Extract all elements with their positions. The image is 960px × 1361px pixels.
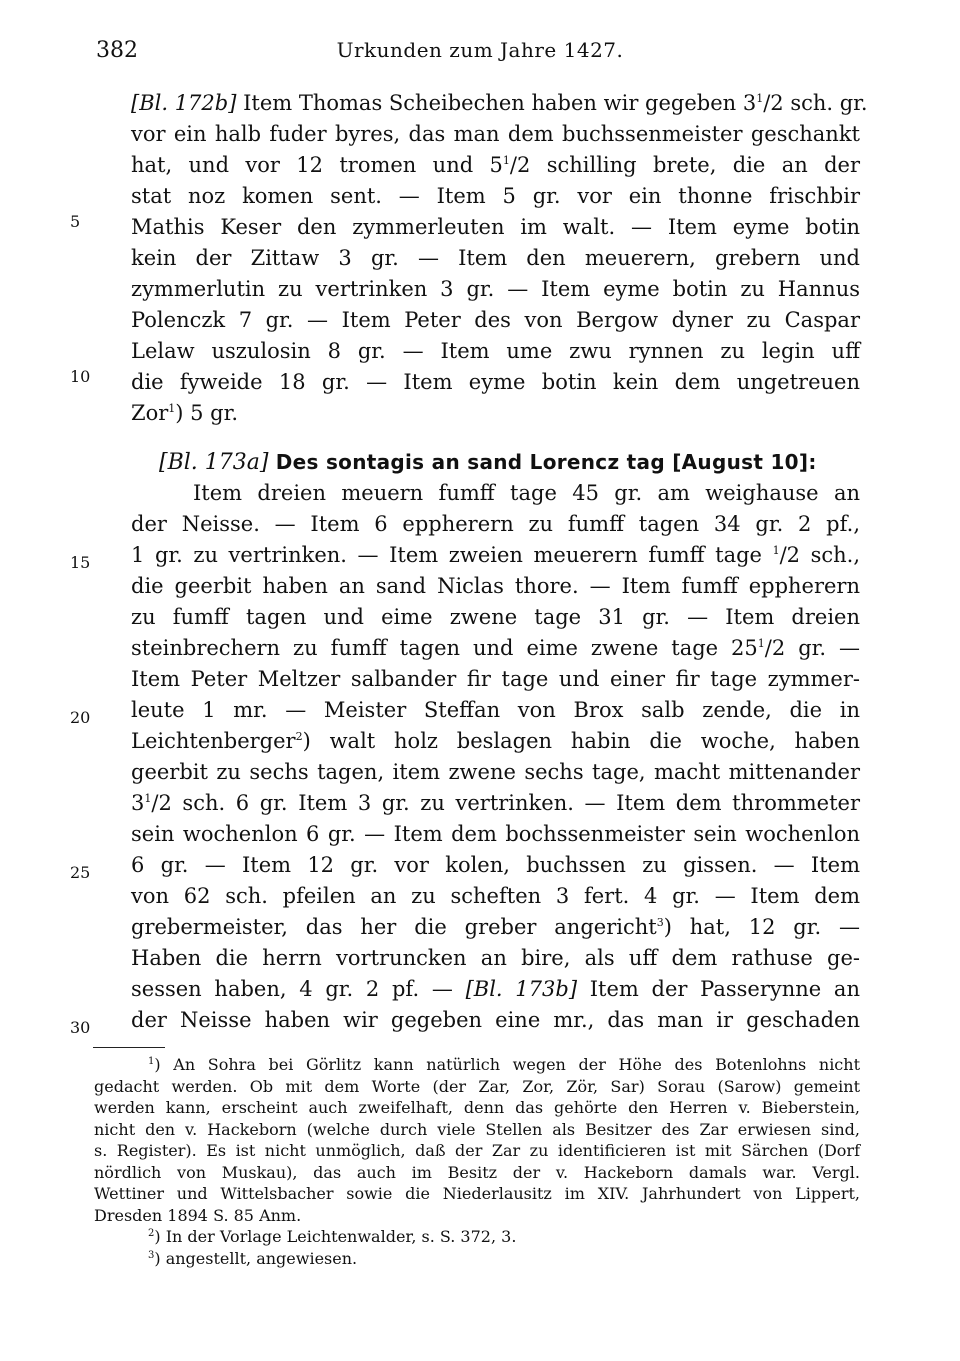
text-line: hat, und vor 12 tromen und $5^1/2$ schilling brete, die an der — [131, 153, 861, 177]
line-number: 5 — [70, 212, 81, 231]
footnote-line: $^2$) In der Vorlage Leichtenwalder, s. S. 372, 3. — [148, 1227, 517, 1246]
text-line: Lelaw uszulosin 8 gr. — Item ume zwu rynnen zu legin uff — [131, 339, 860, 363]
footnote-line: $^3$) angestellt, angewiesen. — [148, 1248, 358, 1268]
footnote-line: Dresden 1894 S. 85 Anm. — [94, 1205, 302, 1225]
text-line: die fyweide 18 gr. — Item eyme botin kein dem ungetreuen — [131, 370, 860, 394]
text-line: Item dreien meuern fumff tage 45 gr. am weighause an — [193, 481, 860, 505]
text-line: steinbrechern zu fumff tagen und eime zwene tage $25^1/2$ gr. — — [131, 636, 861, 660]
text-line: leute 1 mr. — Meister Steffan von Brox salb zende, die in — [131, 698, 860, 722]
footnote-line: s. Register). Es ist nicht unmöglich, daß der Zar zu identificieren ist mit Särchen (Dorf — [94, 1141, 860, 1160]
text-line: 6 gr. — Item 12 gr. vor kolen, buchssen zu gissen. — Item — [131, 853, 860, 877]
footnote-marker: 2 — [295, 730, 303, 743]
text-line: zymmerlutin zu vertrinken 3 gr. — Item eyme botin zu Hannus — [131, 277, 860, 301]
text-line: 1 gr. zu vertrinken. — Item zweien meuerern fumff tage $^1$/2 sch., — [131, 543, 860, 567]
text-line: Leichtenberger$^2$) walt holz beslagen habin die woche, haben — [131, 729, 860, 753]
running-title: Urkunden zum Jahre 1427. — [336, 38, 624, 62]
line-number: 30 — [70, 1018, 91, 1037]
text-line: grebermeister, das her die greber angericht$^3$) hat, 12 gr. — — [131, 915, 860, 939]
text-line: der Neisse. — Item 6 eppherern zu fumff tagen 34 gr. 2 pf., — [131, 512, 860, 536]
line-number: 15 — [70, 553, 91, 572]
text-line: geerbit zu sechs tagen, item zwene sechs tage, macht mittenander — [131, 760, 860, 784]
text-line: Polenczk 7 gr. — Item Peter des von Bergow dyner zu Caspar — [131, 308, 860, 332]
page-number: 382 — [96, 38, 138, 63]
text-line: Item Peter Meltzer salbander fir tage und einer fir tage zymmer- — [131, 667, 860, 691]
text-line: kein der Zittaw 3 gr. — Item den meuerern, grebern und — [131, 246, 860, 270]
footnote-line: nördlich von Muskau), das auch im Besitz der v. Hackeborn damals war. Vergl. — [94, 1162, 860, 1182]
line-number: 10 — [70, 367, 91, 386]
text-line: Haben die herrn vortruncken an bire, als uff dem rathuse ge- — [131, 946, 860, 970]
text-line: $3^1/2$ sch. 6 gr. Item 3 gr. zu vertrinken. — Item dem thrommeter — [131, 791, 860, 815]
text-line: zu fumff tagen und eime zwene tage 31 gr. — Item dreien — [131, 605, 860, 629]
text-line: Mathis Keser den zymmerleuten im walt. — Item eyme botin — [131, 215, 860, 239]
folio-reference: [Bl. 173b] — [465, 977, 578, 1001]
text-line: sessen haben, 4 gr. 2 pf. — [Bl. 173b] Item der Passerynne an — [131, 977, 860, 1001]
footnote-rule — [93, 1047, 165, 1048]
footnote-line: gedacht werden. Ob mit dem Worte (der Zar, Zor, Zör, Sar) Sorau (Sarow) gemeint — [94, 1076, 860, 1096]
text-line: von 62 sch. pfeilen an zu scheften 3 fert. 4 gr. — Item dem — [131, 884, 860, 908]
line-number: 20 — [70, 708, 91, 727]
folio-reference: [Bl. 173a] — [159, 450, 269, 475]
text-line: stat noz komen sent. — Item 5 gr. vor ein thonne frischbir — [131, 184, 860, 208]
section-heading: [Bl. 173a] Des sontagis an sand Lorencz tag [August 10]: — [159, 450, 817, 475]
folio-reference: [Bl. 172b] — [131, 91, 237, 115]
footnote-line: Wettiner und Wittelsbacher sowie die Niederlausitz im XIV. Jahrhundert von Lippert, — [94, 1184, 860, 1203]
text-line: [Bl. 172b] Item Thomas Scheibechen haben wir gegeben $3^1/2$ sch. gr. — [131, 91, 868, 115]
text-line: vor ein halb fuder byres, das man dem buchssenmeister geschankt — [131, 122, 860, 146]
text-line: sein wochenlon 6 gr. — Item dem bochssenmeister sein wochenlon — [131, 822, 860, 846]
footnote-line: nicht den v. Hackeborn (welche durch viele Stellen als Besitzer des Zar erwiesen sind, — [94, 1119, 860, 1139]
text-line: der Neisse haben wir gegeben eine mr., das man ir geschaden — [131, 1008, 860, 1032]
text-line: die geerbit haben an sand Niclas thore. — Item fumff eppherern — [131, 574, 860, 598]
footnote-line: werden kann, erscheint auch zweifelhaft, denn das gehörte den Herren v. Bieberstein, — [94, 1098, 860, 1117]
footnote-line: $^1$) An Sohra bei Görlitz kann natürlich wegen der Höhe des Botenlohns nicht — [148, 1055, 860, 1074]
text-line: Zor$^1$) 5 gr. — [131, 401, 239, 425]
footnote-marker: 3 — [656, 916, 664, 929]
main-text — [131, 88, 868, 1036]
line-number: 25 — [70, 863, 91, 882]
footnotes — [94, 1054, 860, 1269]
footnote-marker: 1 — [168, 402, 176, 415]
